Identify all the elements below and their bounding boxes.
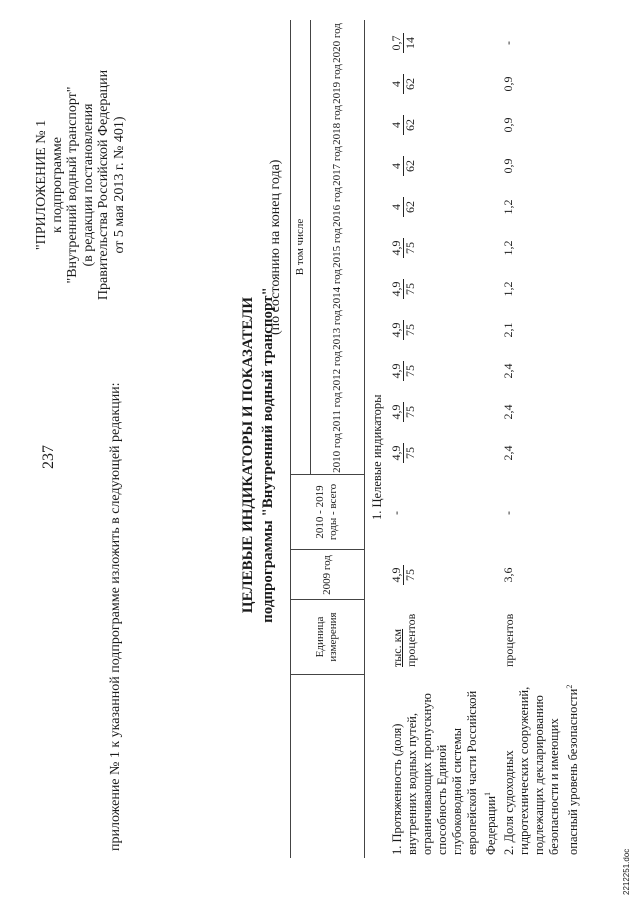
year-2009-header: 2009 год (320, 555, 333, 595)
value-top: 4,9 (390, 238, 404, 258)
value-top: 4 (390, 197, 404, 217)
appendix-line: "Внутренний водный транспорт" (65, 86, 80, 284)
table-top-rule (290, 20, 291, 858)
indicator-1-unit (390, 597, 418, 667)
value-2009: 3,6 (501, 567, 515, 583)
value-year: 2,1 (501, 322, 515, 338)
value-year: - (501, 41, 515, 45)
indicator-2-unit: процентов (502, 613, 516, 667)
value-year: 2,4 (501, 363, 515, 379)
value-year: 1,2 (501, 240, 515, 256)
appendix-block (34, 35, 127, 335)
title-line-1: ЦЕЛЕВЫЕ ИНДИКАТОРЫ И ПОКАЗАТЕЛИ (240, 296, 256, 614)
year-header: 2017 год (330, 146, 343, 186)
value-2009 (390, 555, 417, 595)
indicator-1-label (390, 670, 499, 855)
value-year (390, 228, 417, 268)
col-rule (290, 674, 365, 675)
unit-percent: процентов (404, 613, 418, 667)
year-header: 2018 год (330, 105, 343, 145)
value-bottom: 75 (403, 447, 417, 459)
year-header: 2011 год (330, 392, 343, 432)
indicator-1-text: 1. Протяженность (доля) внутренних водных путей, ограничивающих пропускную способность Единой глубоководной системы европейской части Российской Федерации (390, 690, 499, 855)
doc-code: 2212251.doc (622, 848, 631, 895)
value-year: 0,9 (501, 76, 515, 92)
value-top: 4,9 (390, 361, 404, 381)
indicator-2-text: 2. Доля судоходных гидротехнических сооружений, подлежащих декларированию безопасности и имеющих опасный уровень безопасности (502, 686, 581, 855)
value-bottom: 75 (403, 242, 417, 254)
value-top: 0,7 (390, 33, 404, 53)
year-header: 2010 год (330, 433, 343, 473)
value-year (390, 105, 417, 145)
intro-text: приложение № 1 к указанной подпрограмме изложить в следующей редакции: (108, 382, 123, 851)
value-total: - (501, 511, 515, 515)
value-bottom: 14 (403, 37, 417, 49)
value-bottom: 62 (403, 201, 417, 213)
unit-km: тыс. км (390, 628, 404, 667)
total-header: 2010 - 2019 годы - всего (314, 483, 339, 541)
table-header-rule (364, 20, 365, 858)
value-bottom: 75 (403, 283, 417, 295)
indicator-2-label (502, 670, 581, 855)
value-top: 4,9 (390, 279, 404, 299)
value-year: 0,9 (501, 117, 515, 133)
value-top: 4,9 (390, 443, 404, 463)
value-year (390, 310, 417, 350)
appendix-line: к подпрограмме (49, 137, 65, 233)
value-year (390, 187, 417, 227)
title-line-2: подпрограммы "Внутренний водный транспорт" (260, 287, 276, 623)
value-bottom: 75 (403, 569, 417, 581)
col-rule (290, 599, 365, 600)
section-heading: 1. Целевые индикаторы (370, 394, 384, 520)
appendix-line: Правительства Российской Федерации (96, 69, 111, 301)
value-year (390, 23, 417, 63)
value-year: 2,4 (501, 404, 515, 420)
value-top: 4,9 (390, 402, 404, 422)
value-year (390, 146, 417, 186)
appendix-line: "ПРИЛОЖЕНИЕ № 1 (34, 119, 49, 251)
value-total: - (389, 511, 403, 515)
value-bottom: 62 (403, 78, 417, 90)
year-header: 2015 год (330, 228, 343, 268)
unit-header: Единица измерения (314, 612, 339, 662)
appendix-line: (в редакции постановления (80, 103, 96, 267)
year-header: 2012 год (330, 351, 343, 391)
value-bottom: 62 (403, 160, 417, 172)
appendix-line: от 5 мая 2013 г. № 401) (111, 116, 127, 254)
value-year (390, 64, 417, 104)
value-year: 1,2 (501, 281, 515, 297)
value-year: 1,2 (501, 199, 515, 215)
value-year: 2,4 (501, 445, 515, 461)
value-year: 0,9 (501, 158, 515, 174)
value-bottom: 75 (403, 324, 417, 336)
year-header: 2014 год (330, 269, 343, 309)
footnote-2: 2 (565, 684, 574, 689)
value-bottom: 62 (403, 119, 417, 131)
year-header: 2019 год (330, 64, 343, 104)
group-header: В том числе (294, 218, 306, 276)
footnote-1: 1 (483, 791, 492, 796)
value-year (390, 392, 417, 432)
value-top: 4 (390, 74, 404, 94)
col-rule (290, 549, 365, 550)
value-year (390, 433, 417, 473)
value-top: 4 (390, 115, 404, 135)
year-header: 2020 год (330, 23, 343, 63)
subheader-rule (310, 20, 311, 475)
value-top: 4,9 (390, 320, 404, 340)
value-bottom: 75 (403, 365, 417, 377)
value-year (390, 351, 417, 391)
col-rule (290, 474, 365, 475)
year-header: 2013 год (330, 310, 343, 350)
value-top: 4,9 (390, 565, 404, 585)
page-number: 237 (40, 445, 57, 469)
value-year (390, 269, 417, 309)
value-bottom: 75 (403, 406, 417, 418)
as-of-note: (по состоянию на конец года) (268, 159, 283, 335)
value-top: 4 (390, 156, 404, 176)
year-header: 2016 год (330, 187, 343, 227)
